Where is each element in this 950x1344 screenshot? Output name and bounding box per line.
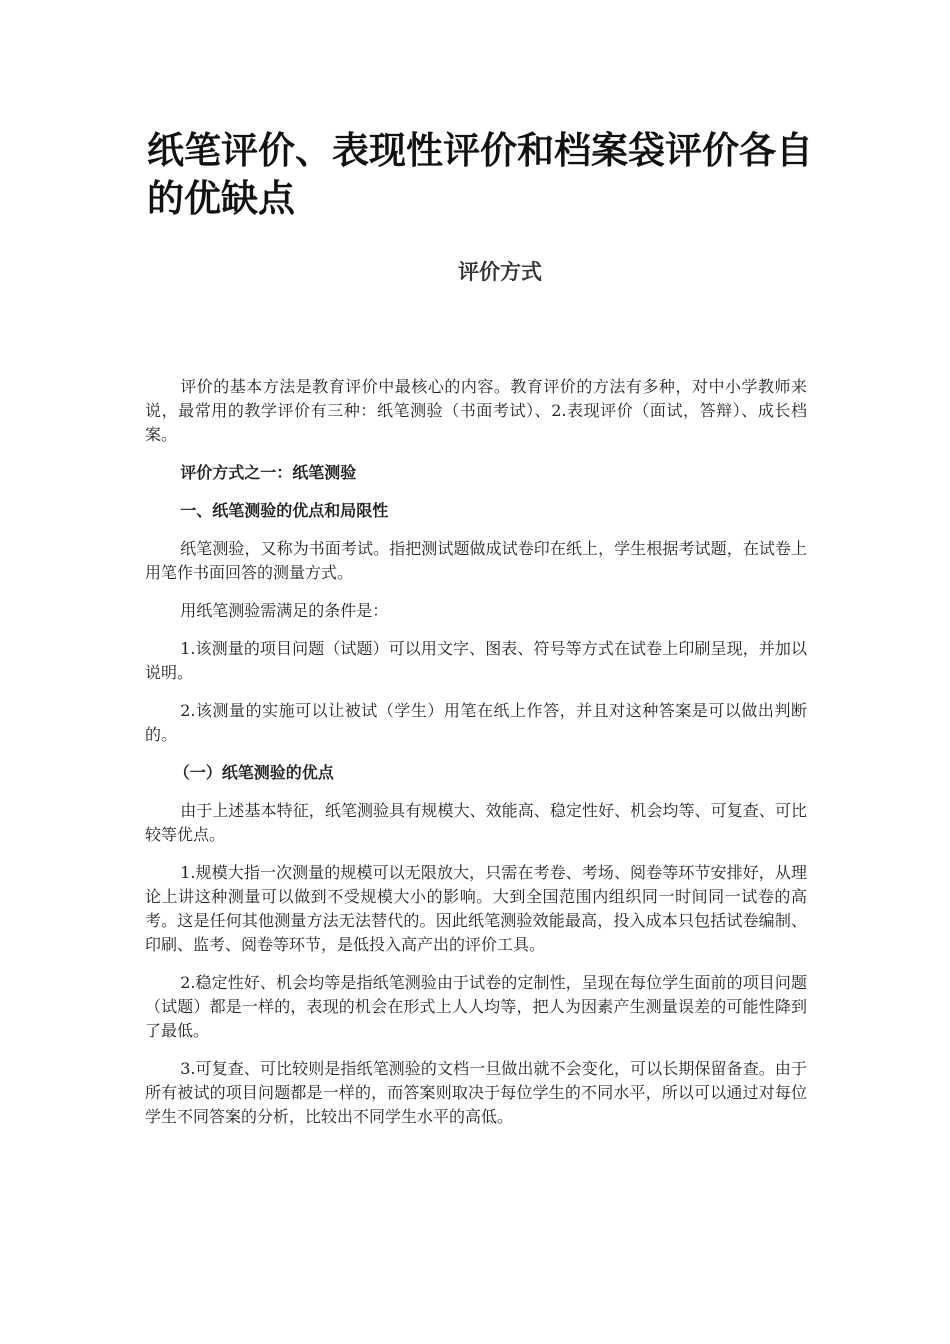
subsection-heading: 一、纸笔测验的优点和局限性 xyxy=(180,501,389,520)
conditions-intro-paragraph: 用纸笔测验需满足的条件是： xyxy=(180,601,389,620)
advantage-1-paragraph: 1.规模大指一次测量的规模可以无限放大，只需在考卷、考场、阅卷等环节安排好，从理论上讲这种测量可以做到不受规模大小的影响。大到全国范围内组织同一时间同一试卷的高考。这是任何其他测量方法无法替代的。因此纸笔测验效能最高，投入成本只包括试卷编制、印刷、监考、阅卷等环节，是低投入高产出的评价工具。 xyxy=(145,863,807,954)
definition-paragraph: 纸笔测验，又称为书面考试。指把测试题做成试卷印在纸上，学生根据考试题，在试卷上用笔作书面回答的测量方式。 xyxy=(145,539,807,582)
section-heading: 评价方式之一：纸笔测验 xyxy=(180,463,357,482)
advantages-heading: （一）纸笔测验的优点 xyxy=(173,763,334,782)
intro-paragraph: 评价的基本方法是教育评价中最核心的内容。教育评价的方法有多种，对中小学教师来说，最常用的教学评价有三种：纸笔测验（书面考试）、2.表现评价（面试，答辩）、成长档案。 xyxy=(145,377,807,444)
document-subtitle: 评价方式 xyxy=(458,260,542,284)
document-body xyxy=(145,375,807,1143)
document-title: 纸笔评价、表现性评价和档案袋评价各自的优缺点 xyxy=(147,128,813,220)
advantage-2-paragraph: 2.稳定性好、机会均等是指纸笔测验由于试卷的定制性，呈现在每位学生面前的项目问题（试题）都是一样的，表现的机会在形式上人人均等，把人为因素产生测量误差的可能性降到了最低。 xyxy=(145,973,807,1040)
advantage-3-paragraph: 3.可复查、可比较则是指纸笔测验的文档一旦做出就不会变化，可以长期保留备查。由于所有被试的项目问题都是一样的，而答案则取决于每位学生的不同水平，所以可以通过对每位学生不同答案的分析，比较出不同学生水平的高低。 xyxy=(145,1059,807,1126)
advantages-intro-paragraph: 由于上述基本特征，纸笔测验具有规模大、效能高、稳定性好、机会均等、可复查、可比较等优点。 xyxy=(145,801,807,844)
condition-2-paragraph: 2.该测量的实施可以让被试（学生）用笔在纸上作答，并且对这种答案是可以做出判断的。 xyxy=(145,701,807,744)
condition-1-paragraph: 1.该测量的项目问题（试题）可以用文字、图表、符号等方式在试卷上印刷呈现，并加以说明。 xyxy=(145,639,807,682)
